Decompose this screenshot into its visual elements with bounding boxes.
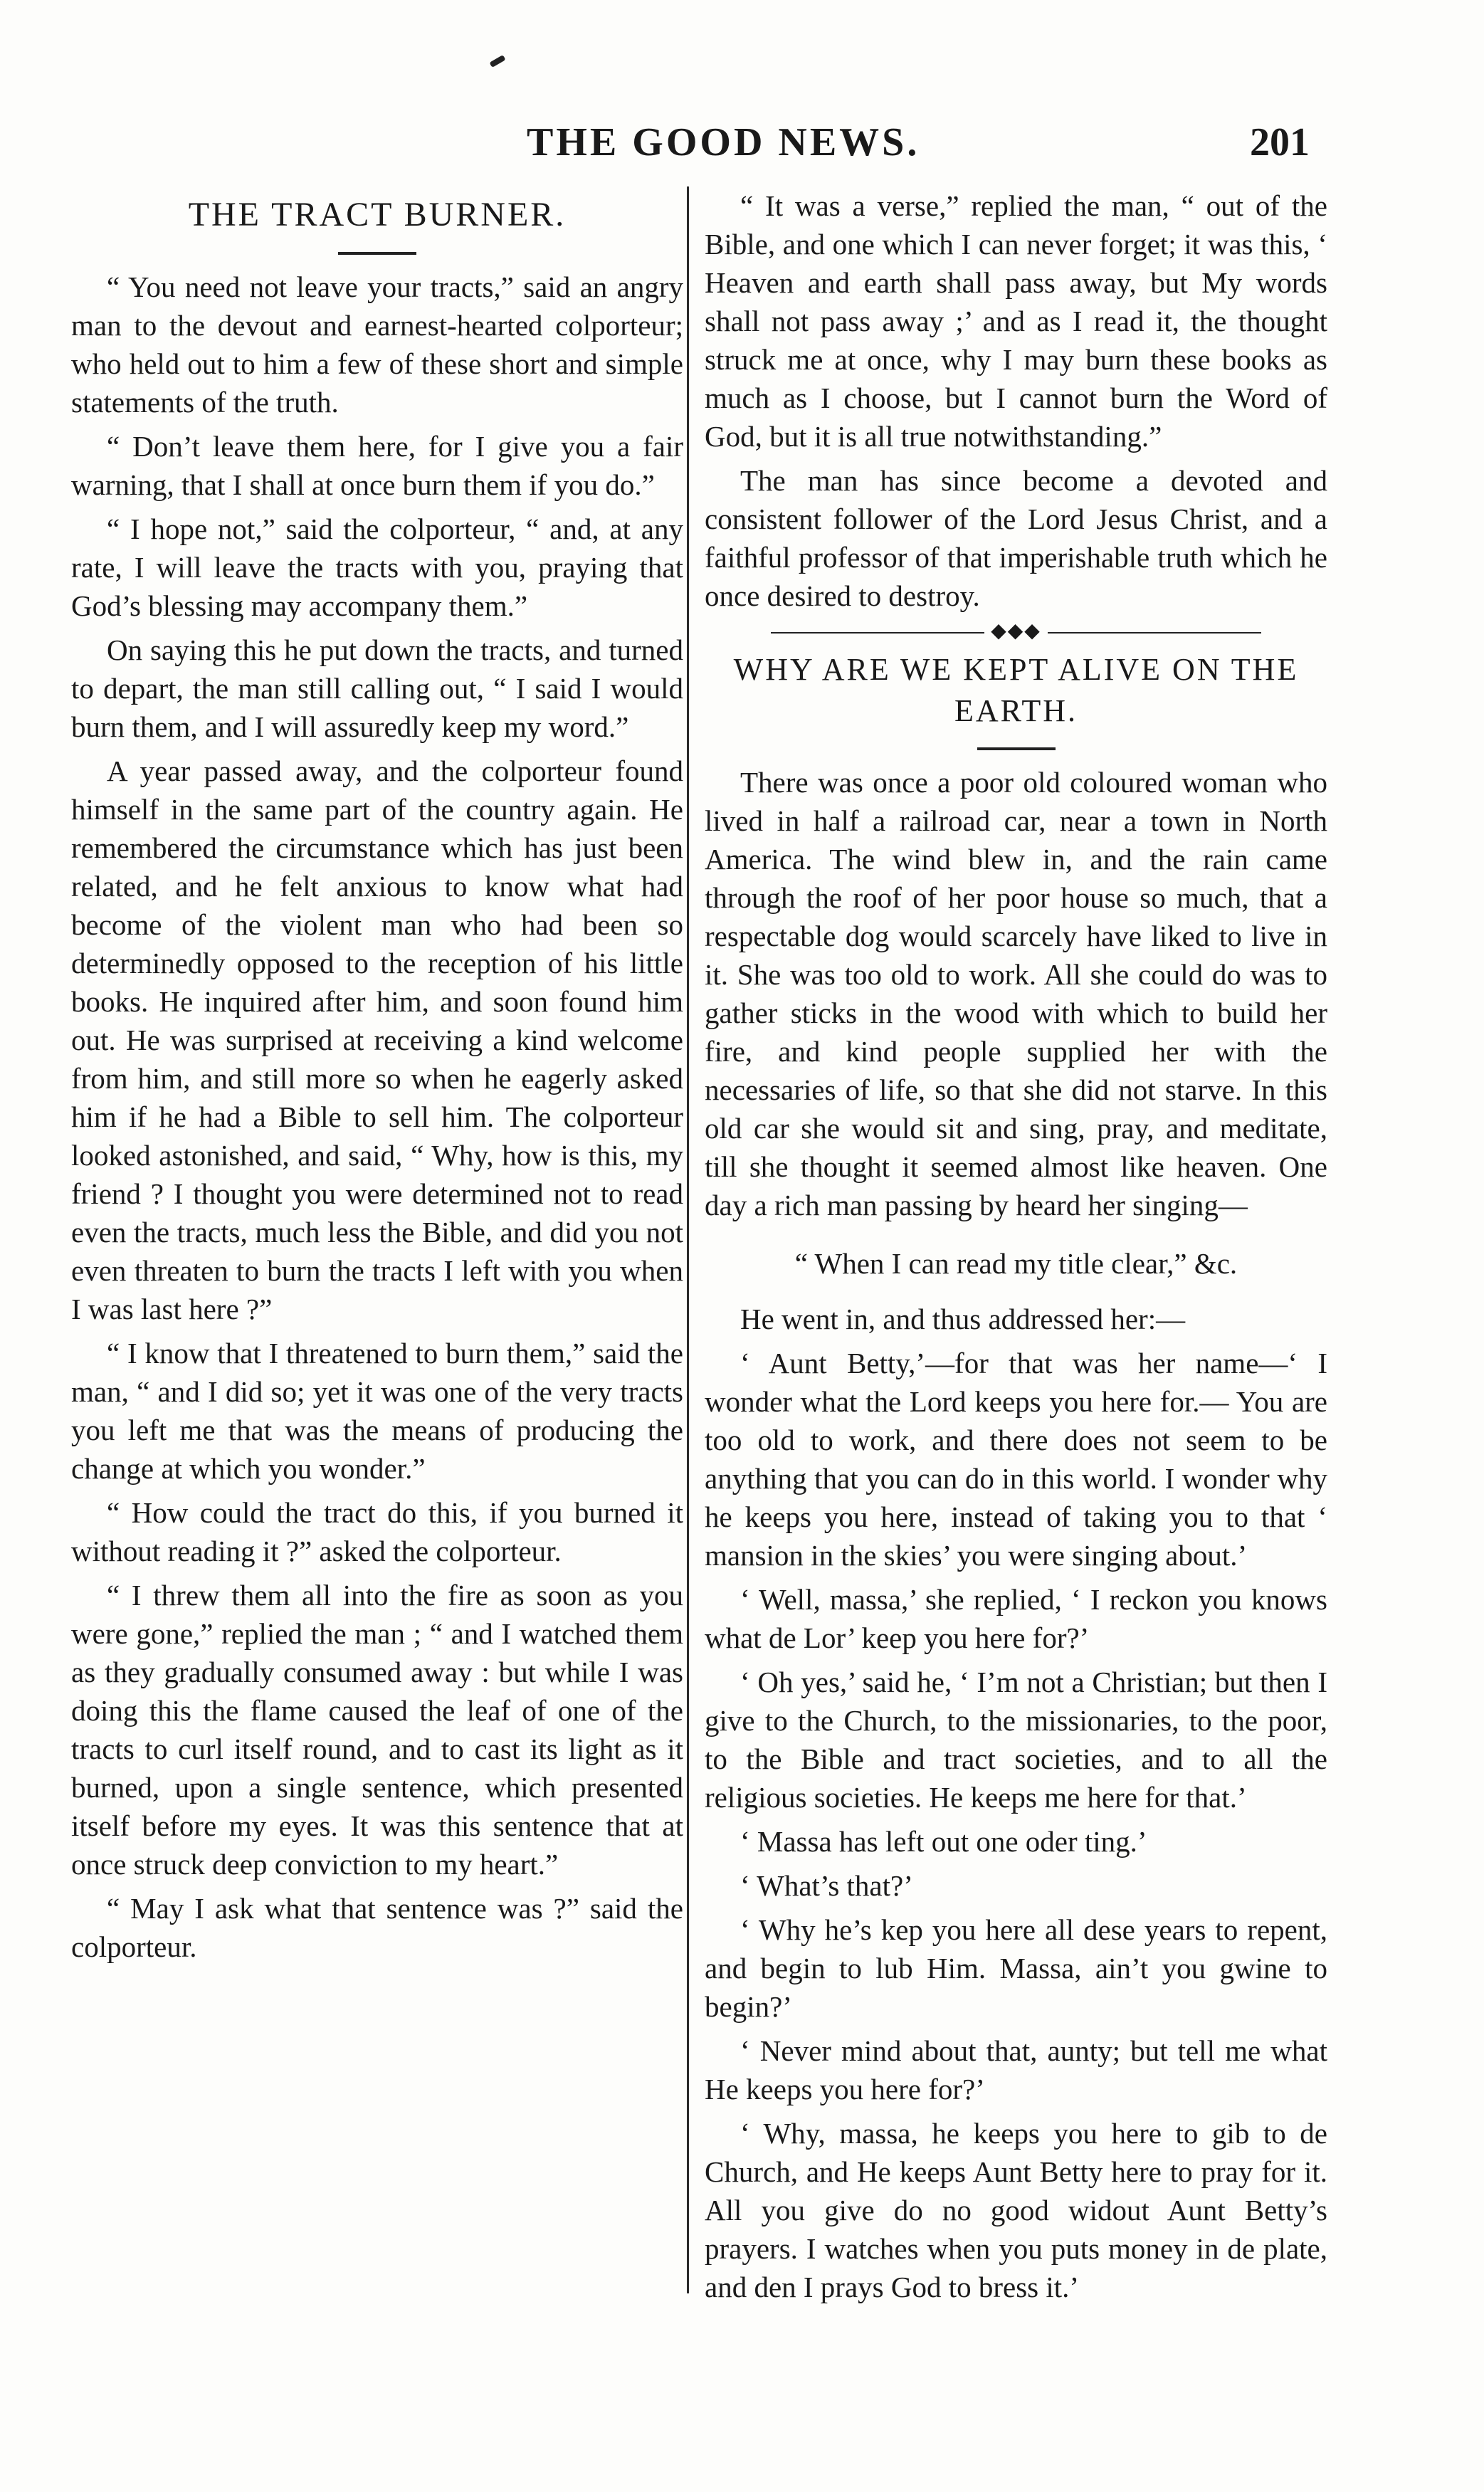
paragraph: “ I know that I threatened to burn them,” said the man, “ and I did so; yet it was one of the very tracts you left me that was the means of producing the change at which you wonder.” (71, 1337, 683, 1485)
column-divider (687, 186, 689, 2293)
paragraph: ‘ Aunt Betty,’—for that was her name—‘ I wonder what the Lord keeps you here for.— You are too old to work, and there does not seem to be anything that you can do in this world. I wonder why he keeps you here, instead of taking you to that ‘ mansion in the skies’ you were singing about.’ (705, 1347, 1327, 1572)
paragraph: On saying this he put down the tracts, and turned to depart, the man still calling out, “ I said I would burn them, and I will assuredly keep my word.” (71, 633, 683, 743)
running-title: THE GOOD NEWS. (527, 120, 920, 164)
page-header (85, 120, 1310, 169)
paragraph: “ I hope not,” said the colporteur, “ and, at any rate, I will leave the tracts with you, praying that God’s blessing may accompany them.” (71, 512, 683, 622)
paragraph: ‘ Why he’s kep you here all dese years to repent, and begin to lub Him. Massa, ain’t you gwine to begin?’ (705, 1913, 1327, 2023)
left-column (71, 186, 683, 1972)
paragraph: “ Don’t leave them here, for I give you a fair warning, that I shall at once burn them if you do.” (71, 430, 683, 501)
ornament-diamonds: ◆◆◆ (991, 620, 1041, 642)
paragraph: ‘ Well, massa,’ she replied, ‘ I reckon you knows what de Lor’ keep you here for?’ (705, 1583, 1327, 1654)
paragraph: ‘ Never mind about that, aunty; but tell me what He keeps you here for?’ (705, 2034, 1327, 2105)
paragraph: “ May I ask what that sentence was ?” said the colporteur. (71, 1892, 683, 1963)
paragraph: ‘ Why, massa, he keeps you here to gib to de Church, and He keeps Aunt Betty here to pray for it. All you give do no good widout Aunt Betty’s prayers. I watches when you puts money in de plate, and den I prays God to bress it.’ (705, 2117, 1327, 2303)
quoted-verse: “ When I can read my title clear,” &c. (794, 1247, 1238, 1280)
page-number: 201 (1250, 120, 1310, 164)
paragraph: “ I threw them all into the fire as soon as you were gone,” replied the man ; “ and I watched them as they gradually consumed away : but while I was doing this the flame caused the leaf of one of the tracts to curl itself round, and to cast its light as it burned, upon a single sentence, which presented itself before my eyes. It was this sentence that at once struck deep conviction to my heart.” (71, 1579, 683, 1881)
paragraph: He went in, and thus addressed her:— (740, 1303, 1186, 1335)
paragraph: There was once a poor old coloured woman who lived in half a railroad car, near a town in North America. The wind blew in, and the rain came through the roof of her poor house so much, that a respectable dog would scarcely have liked to live in it. She was too old to work. All she could do was to gather sticks in the wood with which to build her fire, and kind people supplied her with the necessaries of life, so that she did not starve. In this old car she would sit and sing, pray, and meditate, till she thought it seemed almost like heaven. One day a rich man passing by heard her singing— (705, 766, 1327, 1221)
article-title-tract-burner: THE TRACT BURNER. (188, 196, 567, 233)
title-rule (338, 252, 416, 255)
right-column (705, 186, 1327, 2312)
paragraph: ‘ Oh yes,’ said he, ‘ I’m not a Christian; but then I give to the Church, to the missionaries, to the poor, to the Bible and tract societies, and to all the religious societies. He keeps me here for that.’ (705, 1666, 1327, 1814)
paragraph: “ You need not leave your tracts,” said an angry man to the devout and earnest-hearted colporteur; who held out to him a few of these short and simple statements of the truth. (71, 270, 683, 419)
ornament-line (1048, 632, 1261, 633)
paragraph: ‘ Massa has left out one oder ting.’ (740, 1825, 1147, 1858)
title-rule (977, 747, 1056, 750)
section-ornament (705, 621, 1327, 642)
ink-mark (489, 55, 505, 68)
paragraph: ‘ What’s that?’ (740, 1869, 913, 1902)
paragraph: A year passed away, and the colporteur found himself in the same part of the country again. He remembered the circumstance which has just been related, and he felt anxious to know what had become of the violent man who had been so determinedly opposed to the reception of his little books. He inquired after him, and soon found him out. He was surprised at receiving a kind welcome from him, and still more so when he eagerly asked him if he had a Bible to sell him. The colporteur looked astonished, and said, “ Why, how is this, my friend ? I thought you were determined not to read even the tracts, much less the Bible, and did you not even threaten to burn the tracts I left with you when I was last here ?” (71, 755, 683, 1325)
ornament-line (771, 632, 984, 633)
article-title-why-alive: WHY ARE WE KEPT ALIVE ON THE EARTH. (733, 652, 1299, 728)
paragraph: “ It was a verse,” replied the man, “ out of the Bible, and one which I can never forget; it was this, ‘ Heaven and earth shall pass away, but My words shall not pass away ;’ and as I read it, the thought struck me at once, why I may burn these books as much as I choose, but I cannot burn the Word of God, but it is all true notwithstanding.” (705, 189, 1327, 453)
paragraph: “ How could the tract do this, if you burned it without reading it ?” asked the colporteur. (71, 1496, 683, 1567)
paragraph: The man has since become a devoted and consistent follower of the Lord Jesus Christ, and a faithful professor of that imperishable truth which he once desired to destroy. (705, 464, 1327, 612)
